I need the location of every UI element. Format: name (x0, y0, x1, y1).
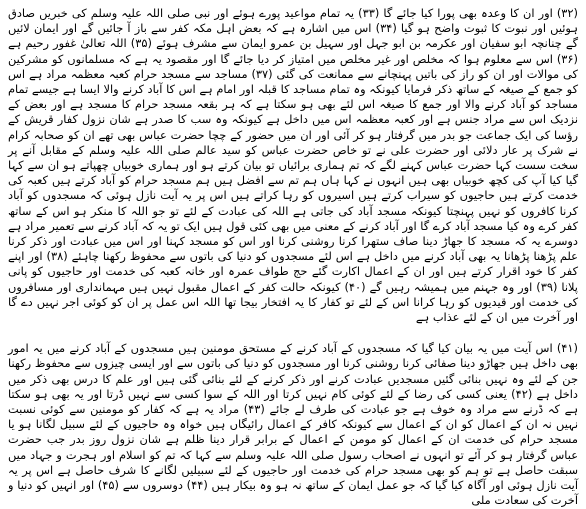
commentary-paragraph-1: (۳۲) اور ان کا وعدہ بھی پورا کیا جائے گا (۳۳) یہ تمام مواعید پورے ہوئے اور نبی صلی اللہ علیہ وسلم کی خبریں صادق ہوئیں اور نبوت کا ثبوت واضح ہو گیا (۳۴) اس میں اشارہ ہے کہ بعض اہل مکہ کفر سے باز آ جائیں گے اور ایمان لائیں گے چنانچہ ابو سفیان اور عکرمہ بن ابو جہل اور سہیل بن عمرو ایمان سے مشرف ہوئے (۳۵) اللہ تعالیٰ غفور رحیم ہے (۳۶) اس سے معلوم ہوا کہ مخلص اور غیر مخلص میں امتیاز کر دیا جائے گا اور مقصود یہ ہے کہ مسلمانوں کو مشرکین کی موالات اور ان کو راز کی باتیں پہنچانے سے ممانعت کی گئی (۳۷) مساجد سے مسجد حرام کعبہ معظمہ مراد ہے اس کو جمع کے صیغہ کے ساتھ ذکر فرمایا کیونکہ وہ تمام مساجد کا قبلہ اور امام ہے اس کا آباد کرنے والا ایسا ہے جیسے تمام مساجد کو آباد کرنے والا اور جمع کا صیغہ اس لئے بھی ہو سکتا ہے کہ ہر بقعہ مسجد حرام کا مسجد ہے اور بعض کے نزدیک اس سے مراد جنس ہے اور کعبہ معظمہ اس میں داخل ہے کیونکہ وہ سب کا صدر ہے شان نزول کفار قریش کے رؤسا کی ایک جماعت جو بدر میں گرفتار ہو کر آئی اور ان میں حضور کے چچا حضرت عباس بھی تھے ان کو صحابہ کرام نے شرک پر عار دلائی اور حضرت علی نے تو خاص حضرت عباس کو سید عالم صلی اللہ علیہ وسلم کے مقابل آنے پر سخت سست کہا حضرت عباس کہنے لگے کہ تم ہماری برائیاں تو بیان کرتے ہو اور ہماری خوبیاں چھپاتے ہو ان سے کہا گیا کیا آپ کی کچھ خوبیاں بھی ہیں انہوں نے کہا ہاں ہم تم سے افضل ہیں ہم مسجد حرام کو آباد کرتے ہیں کعبہ کی خدمت کرتے ہیں حاجیوں کو سیراب کرتے ہیں اسیروں کو رہا کراتے ہیں اس پر یہ آیت نازل ہوئی کہ مسجدوں کو آباد کرنا کافروں کو نہیں پہنچتا کیونکہ مسجد آباد کی جاتی ہے اللہ کی عبادت کے لئے تو جو اللہ کا منکر ہو اس کے ساتھ کفر کرے وہ کیا مسجد آباد کرے گا اور آباد کرنے کے معنی میں بھی کئی قول ہیں ایک تو یہ کہ آباد کرنے سے تعمیر مراد ہے دوسرے یہ کہ مسجد کا جھاڑ دینا صاف ستھرا کرنا روشنی کرنا اور اس کو مسجد کہنا اور اس میں عبادت اور ذکر کرنا علم پڑھنا پڑھانا یہ بھی آباد کرنے میں داخل ہے اس لئے مسجدوں کو دنیا کی باتوں سے محفوظ رکھنا چاہئے (۳۸) اور اپنے کفر کا خود اقرار کرتے ہیں اور ان کے اعمال اکارت گئے حج طواف عمرہ اور خانہ کعبہ کی خدمت اور حاجیوں کو پانی پلانا (۳۹) اور وہ جہنم میں ہمیشہ رہیں گے (۴۰) کیونکہ حالت کفر کے اعمال مقبول نہیں ہیں مہمانداری اور مسافروں کی خدمت اور قیدیوں کو رہا کرانا اس کے لئے تو کفار کا یہ افتخار بیجا تھا اللہ اس عمل پر ان کو کوئی اجر نہیں دے گا اور آخرت میں ان کے لئے عذاب ہے (8, 6, 578, 325)
commentary-paragraph-2: (۴۱) اس آیت میں یہ بیان کیا گیا کہ مسجدوں کے آباد کرنے کے مستحق مومنین ہیں مسجدوں کے آباد کرنے میں یہ امور بھی داخل ہیں جھاڑو دینا صفائی کرنا روشنی کرنا اور مسجدوں کو دنیا کی باتوں سے اور ایسی چیزوں سے محفوظ رکھنا جن کے لئے وہ نہیں بنائی گئیں مسجدیں عبادت کرنے اور ذکر کرنے کے لئے بنائی گئی ہیں اور علم کا درس بھی ذکر میں داخل ہے (۴۲) یعنی کسی کی رضا کے لئے کوئی کام نہیں کرتا اور اللہ کے سوا کسی سے نہیں ڈرتا اور یہ بھی ہو سکتا ہے کہ ڈرنے سے مراد وہ خوف ہے جو عبادت کی طرف لے جائے (۴۳) مراد یہ ہے کہ کفار کو مومنین سے کوئی نسبت نہیں نہ ان کے اعمال کو ان کے اعمال سے کیونکہ کافر کے اعمال رائیگاں ہیں خواہ وہ حاجیوں کے لئے سبیل لگانا ہو یا مسجد حرام کی خدمت ان کے اعمال کو مومن کے اعمال کے برابر قرار دینا ظلم ہے شان نزول روز بدر جب حضرت عباس گرفتار ہو کر آئے تو انہوں نے اصحاب رسول صلی اللہ علیہ وسلم سے کہا کہ تم کو اسلام اور ہجرت و جہاد میں سبقت حاصل ہے تو ہم کو بھی مسجد حرام کی خدمت اور حاجیوں کے لئے سبیلیں لگانے کا شرف حاصل ہے اس پر یہ آیت نازل ہوئی اور آگاہ کیا گیا کہ جو عمل ایمان کے ساتھ نہ ہو وہ بیکار ہیں (۴۴) دوسروں سے (۴۵) اور انہیں کو دنیا و آخرت کی سعادت ملی (8, 341, 578, 508)
